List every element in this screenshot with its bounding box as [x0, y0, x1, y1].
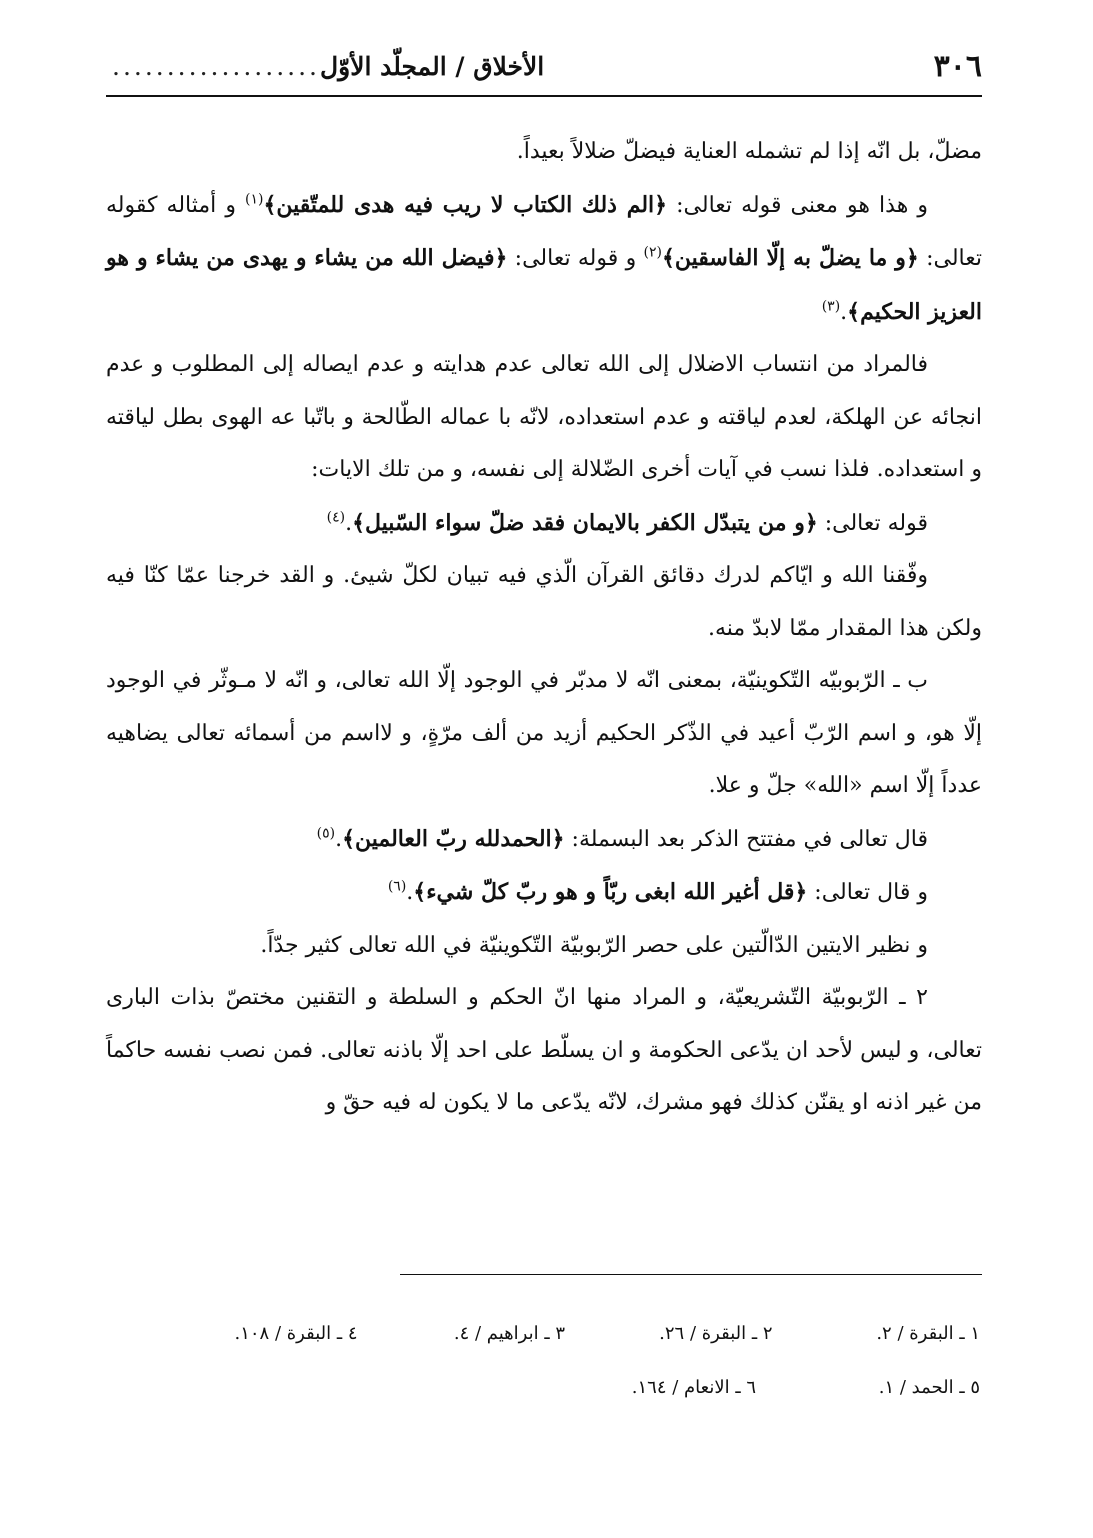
footnote-row: [150, 1306, 980, 1360]
page-number: ٣٠٦: [933, 48, 982, 84]
paragraph: قوله تعالى: ﴿و من يتبدّل الكفر بالايمان فقد ضلّ سواء السّبيل﴾.$^{(٤)}$: [326, 509, 928, 536]
main-text: [106, 126, 982, 1130]
paragraph: وفّقنا الله و ايّاكم لدرك دقائق القرآن الّذي فيه تبيان لكلّ شيئ. و القد خرجنا عمّا كنّا فيه ولكن هذا المقدار ممّا لابدّ منه.: [106, 563, 982, 641]
page-header: [106, 44, 982, 88]
paragraph: ٢ ـ الرّبوبيّة التّشريعيّة، و المراد منها انّ الحكم و السلطة و التقنين مختصّ بذات البارى تعالى، و ليس لأحد ان يدّعى الحكومة و ان يسلّط على احد إلّا باذنه تعالى. فمن نصب نفسه حاكماً من غير اذنه او يقنّن كذلك فهو مشرك، لانّه يدّعى ما لا يكون له فيه حقّ و: [106, 985, 982, 1115]
footnote-rule: [400, 1274, 982, 1275]
footnote-ref: (٦): [387, 878, 407, 895]
paragraph: و هذا هو معنى قوله تعالى: ﴿الم ذلك الكتاب لا ريب فيه هدى للمتّقين﴾$^{(١)}$ و أمثاله كقوله تعالى: ﴿و ما يضلّ به إلّا الفاسقين﴾$^{(٢)}$ و قوله تعالى: ﴿فيضل الله من يشاء و يهدى من يشاء و هو العزيز الحكيم﴾.$^{(٣)}$: [106, 191, 982, 325]
quran-quote: ﴿الحمدلله ربّ العالمين﴾: [342, 825, 565, 852]
footnote-ref: (٤): [326, 509, 346, 526]
quran-quote: ﴿الم ذلك الكتاب لا ريب فيه هدى للمتّقين﴾: [263, 191, 668, 218]
footnote-row: [150, 1360, 980, 1414]
footnote: ٣ ـ ابراهيم / ٤.: [453, 1322, 565, 1344]
quran-quote: ﴿قل أغير الله ابغى ربّاً و هو ربّ كلّ شيء﴾: [413, 879, 808, 905]
paragraph: ب ـ الرّبوبيّه التّكوينيّة، بمعنى انّه لا مدبّر في الوجود إلّا الله تعالى، و انّه لا مـوثّر في الوجود إلّا هو، و اسم الرّبّ أعيد في الذّكر الحكيم أزيد من ألف مرّةٍ، و لااسم من أسمائه تعالى يضاهيه عدداً إلّا اسم «الله» جلّ و علا.: [106, 668, 982, 798]
quran-quote: ﴿و من يتبدّل الكفر بالايمان فقد ضلّ سواء السّبيل﴾: [352, 509, 818, 536]
footnote-ref: (١): [245, 191, 264, 208]
running-title: [106, 52, 544, 81]
header-dots: ...................: [112, 51, 320, 81]
footnote-ref: (٢): [643, 244, 662, 261]
paragraph: و نظير الايتين الدّالّتين على حصر الرّبوبيّة التّكوينيّة في الله تعالى كثير جدّاً.: [260, 932, 928, 958]
text-run: قوله تعالى:: [817, 510, 928, 536]
footnote: ٥ ـ الحمد / ١.: [878, 1376, 980, 1398]
paragraph: و قال تعالى: ﴿قل أغير الله ابغى ربّاً و هو ربّ كلّ شيء﴾.$^{(٦)}$: [387, 878, 928, 905]
footnote: ٤ ـ البقرة / ١٠٨.: [234, 1322, 358, 1344]
text-run: قال تعالى في مفتتح الذكر بعد البسملة:: [564, 826, 928, 852]
text-run: و قال تعالى:: [807, 880, 928, 905]
quran-quote: ﴿و ما يضلّ به إلّا الفاسقين﴾: [661, 245, 919, 271]
footnote: ١ ـ البقرة / ٢.: [876, 1322, 980, 1344]
paragraph: فالمراد من انتساب الاضلال إلى الله تعالى عدم هدايته و عدم ايصاله إلى المطلوب و عدم انجائه عن الهلكة، لعدم لياقته و عدم استعداده، لانّه با عماله الطّالحة و باتّبا عه الهوى بطل لياقته و استعداده. فلذا نسب في آيات أخرى الضّلالة إلى نفسه، و من تلك الايات:: [106, 352, 982, 482]
footnote-ref: (٥): [316, 825, 336, 842]
running-title-text: الأخلاق / المجلّد الأوّل: [320, 51, 545, 81]
footnote: ٦ ـ الانعام / ١٦٤.: [631, 1376, 756, 1398]
paragraph: مضلّ، بل انّه إذا لم تشمله العناية فيضلّ ضلالاً بعيداً.: [516, 139, 982, 164]
quran-quote: ﴿فيضل الله من يشاء و يهدى من يشاء و هو العزيز الحكيم﴾: [106, 245, 982, 325]
footnotes: [150, 1306, 980, 1414]
header-rule: [106, 95, 982, 97]
paragraph: قال تعالى في مفتتح الذكر بعد البسملة: ﴿الحمدلله ربّ العالمين﴾.$^{(٥)}$: [316, 825, 928, 852]
text-run: و أمثاله كقوله تعالى:: [106, 192, 982, 271]
text-run: و هذا هو معنى قوله تعالى:: [667, 192, 928, 218]
footnote: ٢ ـ البقرة / ٢٦.: [659, 1322, 773, 1344]
footnote-ref: (٣): [821, 298, 841, 315]
text-run: و قوله تعالى:: [507, 246, 644, 271]
